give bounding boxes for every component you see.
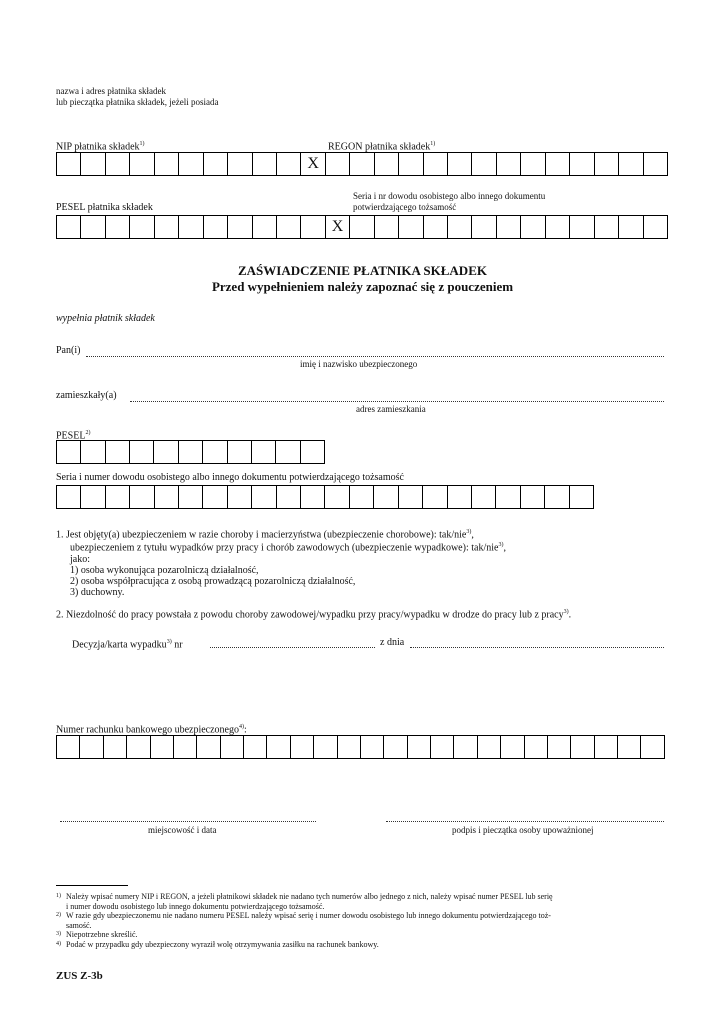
form-title: ZAŚWIADCZENIE PŁATNIKA SKŁADEK bbox=[238, 263, 487, 278]
form-subtitle: Przed wypełnieniem należy zapoznać się z pouczeniem bbox=[211, 279, 514, 294]
decision-date-line[interactable] bbox=[410, 646, 664, 648]
digit-cell[interactable] bbox=[619, 153, 643, 175]
digit-cell[interactable] bbox=[375, 216, 399, 238]
digit-cell[interactable] bbox=[350, 153, 374, 175]
digit-cell[interactable] bbox=[291, 736, 314, 758]
bank-account-input-grid[interactable] bbox=[56, 735, 665, 759]
digit-cell[interactable] bbox=[252, 486, 276, 508]
bank-label: Numer rachunku bankowego ubezpieczonego$^{4)}$: bbox=[56, 724, 247, 736]
digit-cell[interactable] bbox=[204, 153, 228, 175]
digit-cell[interactable] bbox=[81, 216, 105, 238]
payer-name-caption bbox=[56, 86, 218, 108]
digit-cell[interactable] bbox=[154, 441, 178, 463]
footnotes: 1) Należy wpisać numery NIP i REGON, a jeżeli płatnikowi składek nie nadano tych numerów albo jednego z nich, należy wpisać numer PESEL lub serię i numer dowodu osobistego lub innego dokumentu potwierdzającego tożsamość. 2) W razie gdy ubezpieczonemu nie nadano numeru PESEL należy wpisać serię i numer dowodu osobistego lub innego dokumentu potwierdzającego toż- samość. 3) Niepotrzebne skreślić. 4) Podać w przypadku gdy ubezpieczony wyraził wolę otrzymywania zasiłku na rachunek bankowy. bbox=[56, 892, 553, 949]
digit-cell[interactable] bbox=[244, 736, 267, 758]
digit-cell[interactable] bbox=[424, 216, 448, 238]
payer-name-line1: nazwa i adres płatnika składek bbox=[56, 86, 166, 96]
digit-cell[interactable] bbox=[57, 153, 81, 175]
digit-cell[interactable] bbox=[497, 216, 521, 238]
separator-x-mark: X bbox=[326, 216, 350, 238]
address-label: zamieszkały(a) bbox=[56, 390, 117, 401]
nip-label: NIP płatnika składek$^{1)}$ bbox=[56, 141, 145, 153]
digit-cell[interactable] bbox=[228, 216, 252, 238]
digit-cell[interactable] bbox=[644, 216, 668, 238]
digit-cell[interactable] bbox=[130, 153, 154, 175]
digit-cell[interactable] bbox=[104, 736, 127, 758]
digit-cell[interactable] bbox=[57, 216, 81, 238]
item-1: 1. Jest objęty(a) ubezpieczeniem w razie choroby i macierzyństwa (ubezpieczenie chorobowe): tak/nie$^{3)}$, ubezpieczeniem z tytułu wypadków przy pracy i chorób zawodowych (ubezpieczenie wypadkowe): tak/nie$^{3)}$, jako: 1) osoba wykonująca pozarolniczą działalność, 2) osoba współpracująca z osobą prowadzącą pozarolniczą działalność, 3) duchowny. bbox=[56, 529, 506, 598]
digit-cell[interactable] bbox=[497, 153, 521, 175]
digit-cell[interactable] bbox=[399, 486, 423, 508]
id-insured-input-grid[interactable] bbox=[56, 485, 594, 509]
decision-number-line[interactable] bbox=[210, 646, 375, 648]
digit-cell[interactable] bbox=[595, 216, 619, 238]
signature-caption: podpis i pieczątka osoby upoważnionej bbox=[452, 825, 594, 835]
digit-cell[interactable] bbox=[57, 736, 80, 758]
digit-cell[interactable] bbox=[618, 736, 641, 758]
form-code: ZUS Z-3b bbox=[56, 970, 103, 982]
digit-cell[interactable] bbox=[314, 736, 337, 758]
digit-cell[interactable] bbox=[361, 736, 384, 758]
digit-cell[interactable] bbox=[80, 736, 103, 758]
digit-cell[interactable] bbox=[253, 216, 277, 238]
digit-cell[interactable] bbox=[130, 441, 154, 463]
payer-name-line2: lub pieczątka płatnika składek, jeżeli posiada bbox=[56, 97, 219, 107]
digit-cell[interactable] bbox=[106, 153, 130, 175]
digit-cell[interactable] bbox=[472, 486, 496, 508]
digit-cell[interactable] bbox=[277, 153, 301, 175]
decision-label: Decyzja/karta wypadku$^{3)}$ nr bbox=[72, 639, 183, 651]
place-date-caption: miejscowość i data bbox=[148, 825, 217, 835]
footnote-divider bbox=[56, 885, 128, 886]
digit-cell[interactable] bbox=[252, 441, 276, 463]
separator-x-mark: X bbox=[301, 153, 325, 175]
digit-cell[interactable] bbox=[350, 486, 374, 508]
digit-cell[interactable] bbox=[106, 216, 130, 238]
digit-cell[interactable] bbox=[595, 736, 618, 758]
digit-cell[interactable] bbox=[106, 486, 130, 508]
digit-cell[interactable] bbox=[619, 216, 643, 238]
digit-cell[interactable] bbox=[155, 486, 179, 508]
digit-cell[interactable] bbox=[399, 153, 423, 175]
digit-cell[interactable] bbox=[301, 216, 325, 238]
digit-cell[interactable] bbox=[423, 486, 447, 508]
pesel-insured-input-grid[interactable] bbox=[56, 440, 325, 464]
digit-cell[interactable] bbox=[570, 153, 594, 175]
digit-cell[interactable] bbox=[203, 486, 227, 508]
digit-cell[interactable] bbox=[350, 216, 374, 238]
digit-cell[interactable] bbox=[326, 153, 350, 175]
pan-label: Pan(i) bbox=[56, 345, 81, 356]
digit-cell[interactable] bbox=[277, 486, 301, 508]
digit-cell[interactable] bbox=[595, 153, 619, 175]
digit-cell[interactable] bbox=[203, 441, 227, 463]
digit-cell[interactable] bbox=[130, 486, 154, 508]
digit-cell[interactable] bbox=[431, 736, 454, 758]
digit-cell[interactable] bbox=[151, 736, 174, 758]
decision-date-label: z dnia bbox=[380, 637, 405, 648]
digit-cell[interactable] bbox=[228, 441, 252, 463]
item-2: 2. Niezdolność do pracy powstała z powodu choroby zawodowej/wypadku przy pracy/wypadku w drodze do pracy lub z pracy$^{3)}$. bbox=[56, 609, 572, 621]
digit-cell[interactable] bbox=[253, 153, 277, 175]
option-3: 3) duchowny. bbox=[70, 586, 125, 598]
digit-cell[interactable] bbox=[267, 736, 290, 758]
option-1: 1) osoba wykonująca pozarolniczą działalność, bbox=[70, 564, 259, 576]
digit-cell[interactable] bbox=[106, 441, 130, 463]
pan-input-line[interactable] bbox=[86, 355, 664, 357]
digit-cell[interactable] bbox=[130, 216, 154, 238]
pesel-id-input-grid[interactable] bbox=[56, 215, 668, 239]
digit-cell[interactable] bbox=[546, 153, 570, 175]
digit-cell[interactable] bbox=[521, 486, 545, 508]
digit-cell[interactable] bbox=[570, 486, 594, 508]
regon-label: REGON płatnika składek$^{1)}$ bbox=[328, 141, 436, 153]
digit-cell[interactable] bbox=[155, 153, 179, 175]
digit-cell[interactable] bbox=[399, 216, 423, 238]
digit-cell[interactable] bbox=[548, 736, 571, 758]
digit-cell[interactable] bbox=[277, 216, 301, 238]
digit-cell[interactable] bbox=[127, 736, 150, 758]
digit-cell[interactable] bbox=[179, 486, 203, 508]
digit-cell[interactable] bbox=[228, 153, 252, 175]
digit-cell[interactable] bbox=[81, 153, 105, 175]
digit-cell[interactable] bbox=[448, 153, 472, 175]
digit-cell[interactable] bbox=[384, 736, 407, 758]
filled-by-note: wypełnia płatnik składek bbox=[56, 313, 155, 324]
digit-cell[interactable] bbox=[525, 736, 548, 758]
pesel-insured-label: PESEL$^{2)}$ bbox=[56, 430, 91, 442]
id-doc-label: Seria i nr dowodu osobistego albo innego dokumentu potwierdzającego tożsamość bbox=[353, 191, 546, 212]
digit-cell[interactable] bbox=[204, 216, 228, 238]
digit-cell[interactable] bbox=[644, 153, 668, 175]
digit-cell[interactable] bbox=[448, 486, 472, 508]
pan-caption: imię i nazwisko ubezpieczonego bbox=[300, 359, 418, 369]
digit-cell[interactable] bbox=[228, 486, 252, 508]
digit-cell[interactable] bbox=[57, 486, 81, 508]
digit-cell[interactable] bbox=[57, 441, 81, 463]
digit-cell[interactable] bbox=[521, 153, 545, 175]
digit-cell[interactable] bbox=[545, 486, 569, 508]
digit-cell[interactable] bbox=[571, 736, 594, 758]
digit-cell[interactable] bbox=[221, 736, 244, 758]
digit-cell[interactable] bbox=[454, 736, 477, 758]
digit-cell[interactable] bbox=[276, 441, 300, 463]
digit-cell[interactable] bbox=[179, 216, 203, 238]
digit-cell[interactable] bbox=[179, 441, 203, 463]
digit-cell[interactable] bbox=[81, 486, 105, 508]
digit-cell[interactable] bbox=[174, 736, 197, 758]
digit-cell[interactable] bbox=[81, 441, 105, 463]
digit-cell[interactable] bbox=[472, 216, 496, 238]
digit-cell[interactable] bbox=[301, 441, 325, 463]
digit-cell[interactable] bbox=[546, 216, 570, 238]
address-input-line[interactable] bbox=[130, 400, 664, 402]
digit-cell[interactable] bbox=[570, 216, 594, 238]
pesel-payer-label: PESEL płatnika składek bbox=[56, 202, 153, 213]
nip-regon-input-grid[interactable] bbox=[56, 152, 668, 176]
address-caption: adres zamieszkania bbox=[356, 404, 426, 414]
signature-line[interactable] bbox=[386, 820, 664, 822]
digit-cell[interactable] bbox=[301, 486, 325, 508]
id-insured-label: Seria i numer dowodu osobistego albo innego dokumentu potwierdzającego tożsamość bbox=[56, 472, 404, 483]
digit-cell[interactable] bbox=[179, 153, 203, 175]
digit-cell[interactable] bbox=[155, 216, 179, 238]
digit-cell[interactable] bbox=[501, 736, 524, 758]
digit-cell[interactable] bbox=[338, 736, 361, 758]
digit-cell[interactable] bbox=[375, 153, 399, 175]
digit-cell[interactable] bbox=[496, 486, 520, 508]
digit-cell[interactable] bbox=[448, 216, 472, 238]
digit-cell[interactable] bbox=[374, 486, 398, 508]
digit-cell[interactable] bbox=[408, 736, 431, 758]
digit-cell[interactable] bbox=[325, 486, 349, 508]
digit-cell[interactable] bbox=[478, 736, 501, 758]
place-date-line[interactable] bbox=[60, 820, 316, 822]
digit-cell[interactable] bbox=[424, 153, 448, 175]
option-2: 2) osoba współpracująca z osobą prowadzącą pozarolniczą działalność, bbox=[70, 575, 356, 587]
digit-cell[interactable] bbox=[472, 153, 496, 175]
digit-cell[interactable] bbox=[197, 736, 220, 758]
digit-cell[interactable] bbox=[521, 216, 545, 238]
digit-cell[interactable] bbox=[641, 736, 664, 758]
